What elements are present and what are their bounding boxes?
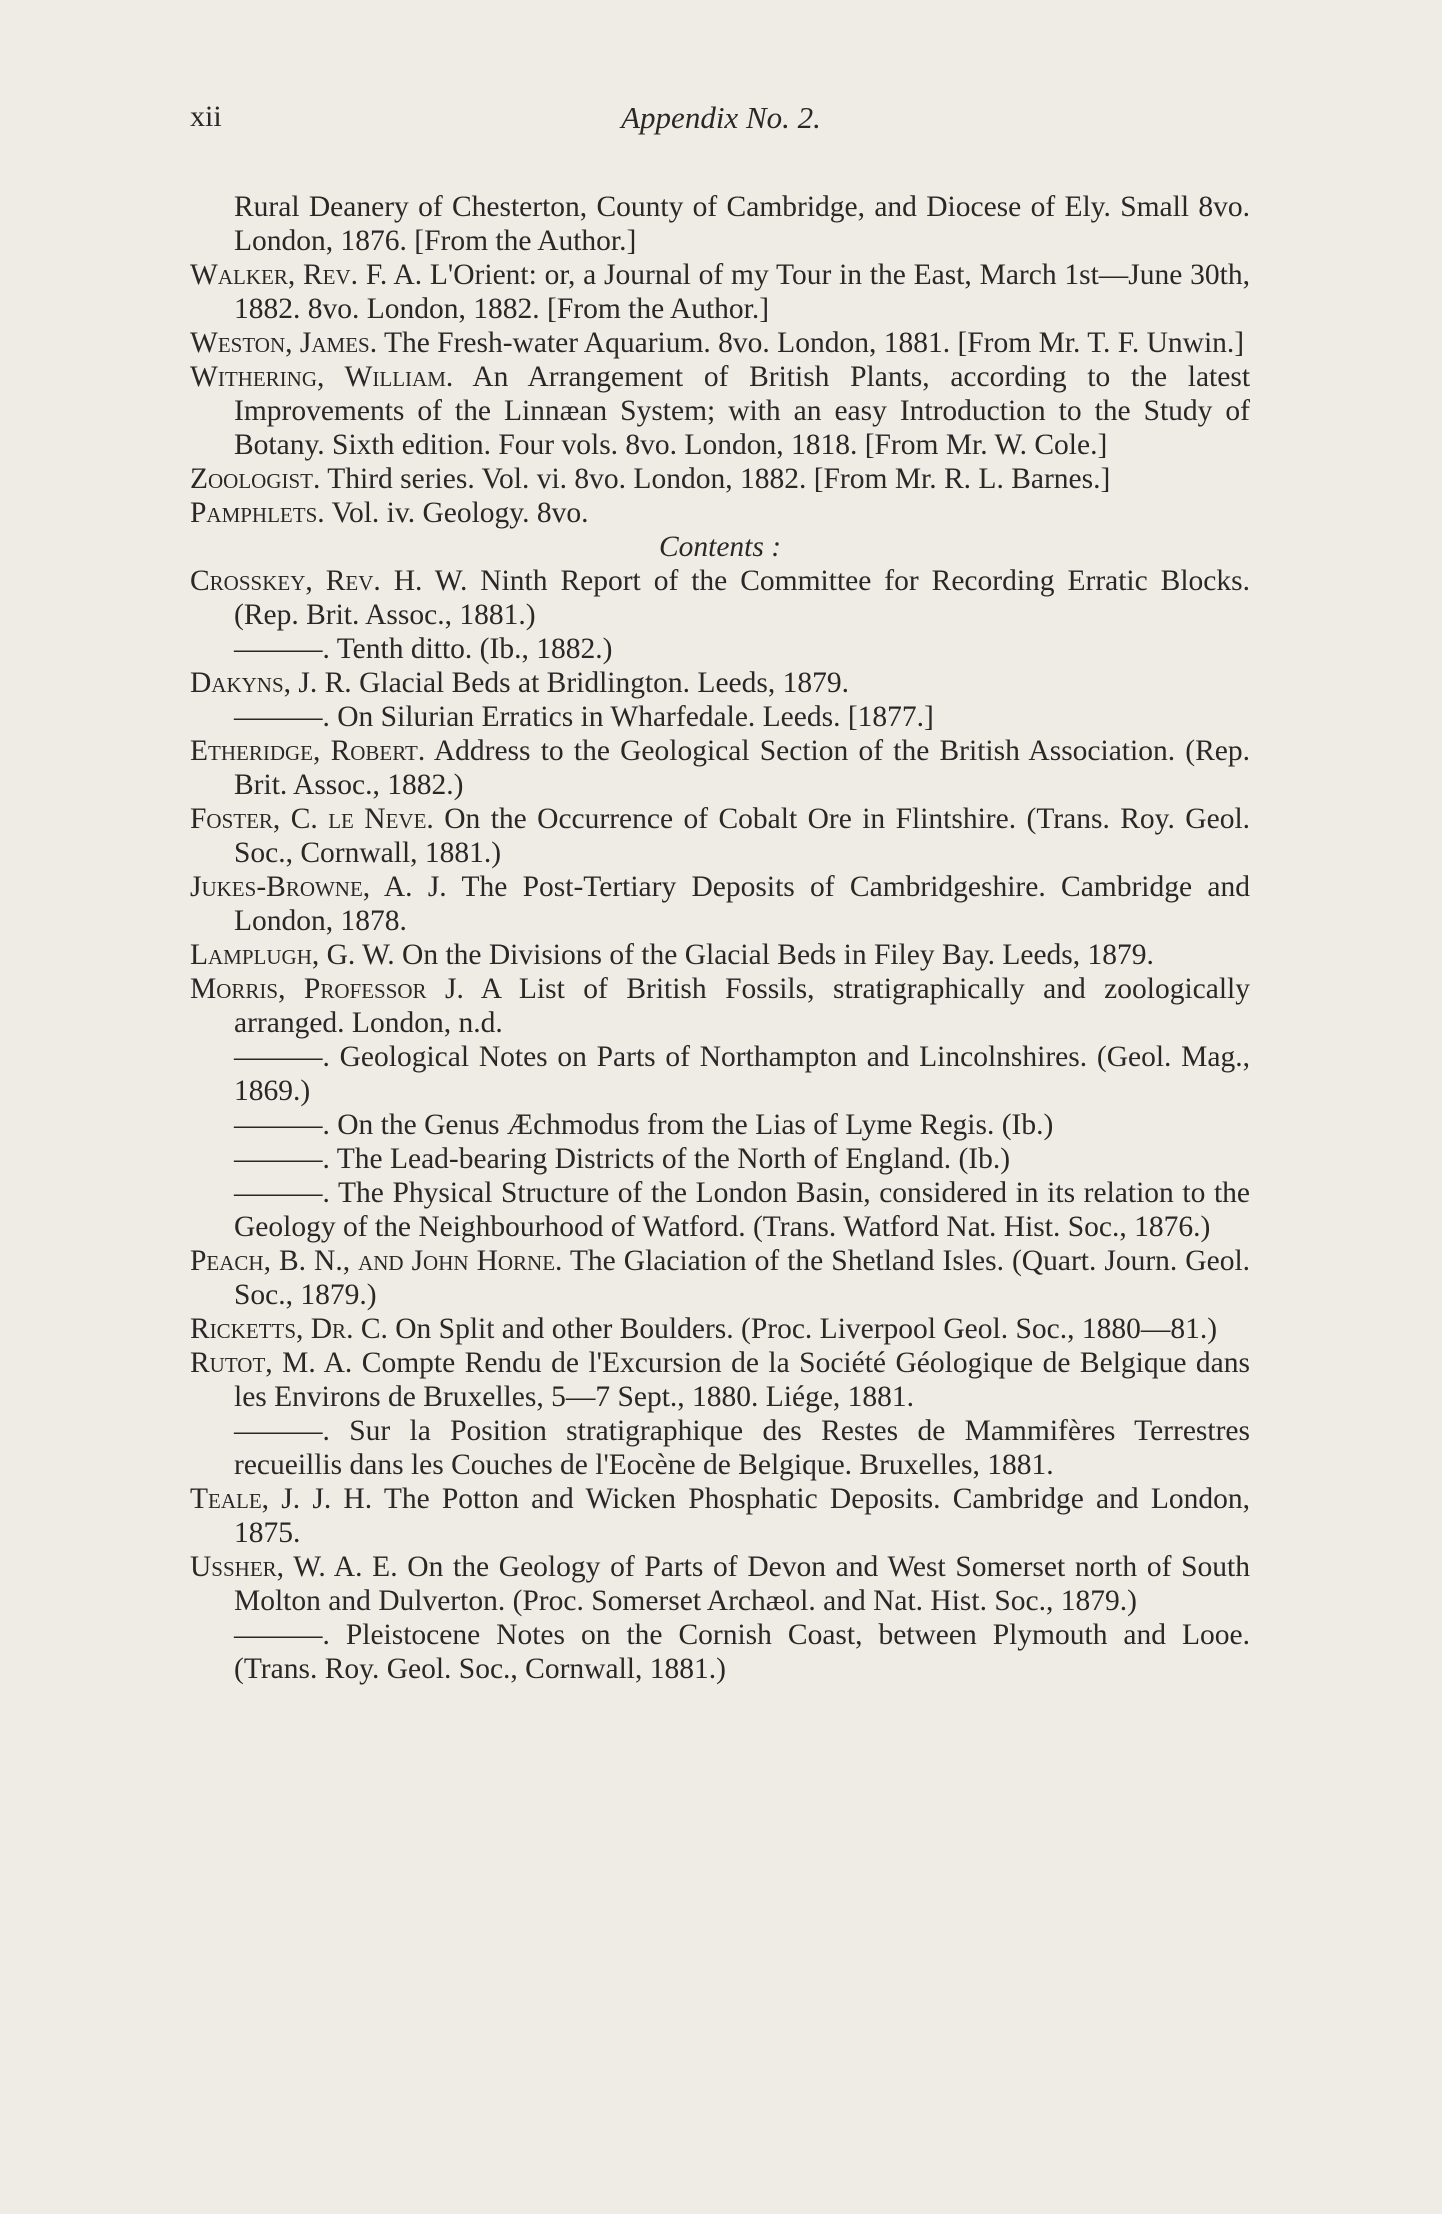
bib-entry-ditto: ———. Geological Notes on Parts of Northampton and Lincolnshires. (Geol. Mag., 1869.) (234, 1041, 1250, 1107)
running-title: Appendix No. 2. (621, 100, 821, 135)
bib-entry-ditto: ———. The Physical Structure of the London Basin, considered in its relation to the Geology of the Neighbourhood of Watford. (Trans. Watford Nat. Hist. Soc., 1876.) (234, 1177, 1250, 1243)
bib-entry: Lamplugh, G. W. On the Divisions of the Glacial Beds in Filey Bay. Leeds, 1879. (190, 939, 1154, 971)
entry-author: Pamphlets. (190, 497, 325, 529)
bib-entry: Foster, C. le Neve. On the Occurrence of Cobalt Ore in Flintshire. (Trans. Roy. Geol. Soc., Cornwall, 1881.) (190, 803, 1251, 869)
entry-author: Peach, B. N., and John Horne. (190, 1245, 563, 1277)
bib-entry: Ussher, W. A. E. On the Geology of Parts of Devon and West Somerset north of South Molton and Dulverton. (Proc. Somerset Archæol. and Nat. Hist. Soc., 1879.) (190, 1551, 1250, 1617)
bib-entry: Morris, Professor J. A List of British Fossils, stratigraphically and zoologically arranged. London, n.d. (190, 973, 1250, 1039)
entry-author: Foster, C. le Neve. (190, 803, 434, 835)
entry-author: Etheridge, Robert. (190, 735, 426, 767)
entry-continued: Rural Deanery of Chesterton, County of Cambridge, and Diocese of Ely. Small 8vo. London, 1876. [From the Author.] (234, 191, 1250, 257)
page-number: xii (190, 100, 222, 133)
entry-author: Walker, Rev. F. A. (190, 259, 423, 291)
bib-entry-ditto: ———. On Silurian Erratics in Wharfedale. Leeds. [1877.] (234, 701, 934, 733)
bib-entry: Ricketts, Dr. C. On Split and other Boulders. (Proc. Liverpool Geol. Soc., 1880—81.) (190, 1313, 1218, 1345)
entry-author: Dakyns, J. R. (190, 667, 352, 699)
bibliography-list (190, 190, 1250, 1686)
bib-entry: Jukes-Browne, A. J. The Post-Tertiary Deposits of Cambridgeshire. Cambridge and London, 1878. (190, 871, 1250, 937)
page-header (0, 100, 1442, 144)
entry-author: Zoologist. (190, 463, 321, 495)
bib-entry-ditto: ———. Tenth ditto. (Ib., 1882.) (234, 633, 613, 665)
bib-entry: Teale, J. J. H. The Potton and Wicken Phosphatic Deposits. Cambridge and London, 1875. (190, 1483, 1251, 1549)
entry-author: Jukes-Browne, A. J. (190, 871, 447, 903)
entry-author: Rutot, M. A. (190, 1347, 353, 1379)
entry-author: Morris, Professor J. (190, 973, 464, 1005)
bib-entry: Rutot, M. A. Compte Rendu de l'Excursion de la Société Géologique de Belgique dans les Environs de Bruxelles, 5—7 Sept., 1880. Liége, 1881. (190, 1347, 1250, 1413)
bib-entry-ditto: ———. Sur la Position stratigraphique des Restes de Mammifères Terrestres recueillis dans les Couches de l'Eocène de Belgique. Bruxelles, 1881. (234, 1415, 1250, 1481)
contents-heading: Contents : (658, 531, 782, 563)
entry-author: Weston, James. (190, 327, 378, 359)
entry-author: Crosskey, Rev. H. W. (190, 565, 468, 597)
bib-entry: Withering, William. An Arrangement of British Plants, according to the latest Improvements of the Linnæan System; with an easy Introduction to the Study of Botany. Sixth edition. Four vols. 8vo. London, 1818. [From Mr. W. Cole.] (190, 361, 1251, 461)
entry-author: Ricketts, Dr. C. (190, 1313, 388, 1345)
bib-entry: Weston, James. The Fresh-water Aquarium. 8vo. London, 1881. [From Mr. T. F. Unwin.] (190, 327, 1245, 359)
bib-entry: Walker, Rev. F. A. L'Orient: or, a Journal of my Tour in the East, March 1st—June 30th, 1882. 8vo. London, 1882. [From the Author.] (190, 259, 1250, 325)
bib-entry: Dakyns, J. R. Glacial Beds at Bridlington. Leeds, 1879. (190, 667, 849, 699)
bib-entry-ditto: ———. Pleistocene Notes on the Cornish Coast, between Plymouth and Looe. (Trans. Roy. Geol. Soc., Cornwall, 1881.) (234, 1619, 1250, 1685)
bib-entry: Zoologist. Third series. Vol. vi. 8vo. London, 1882. [From Mr. R. L. Barnes.] (190, 463, 1111, 495)
entry-author: Teale, J. J. H. (190, 1483, 373, 1515)
bib-entry: Peach, B. N., and John Horne. The Glaciation of the Shetland Isles. (Quart. Journ. Geol. Soc., 1879.) (190, 1245, 1251, 1311)
bib-entry: Pamphlets. Vol. iv. Geology. 8vo. (190, 497, 589, 529)
bib-entry-ditto: ———. On the Genus Æchmodus from the Lias of Lyme Regis. (Ib.) (234, 1109, 1054, 1141)
bib-entry-ditto: ———. The Lead-bearing Districts of the North of England. (Ib.) (234, 1143, 1011, 1175)
bib-entry: Etheridge, Robert. Address to the Geological Section of the British Association. (Rep. Brit. Assoc., 1882.) (190, 735, 1251, 801)
entry-author: Withering, William. (190, 361, 454, 393)
entry-author: Lamplugh, G. W. (190, 939, 395, 971)
entry-author: Ussher, W. A. E. (190, 1551, 398, 1583)
bib-entry: Crosskey, Rev. H. W. Ninth Report of the Committee for Recording Erratic Blocks. (Rep. Brit. Assoc., 1881.) (190, 565, 1251, 631)
